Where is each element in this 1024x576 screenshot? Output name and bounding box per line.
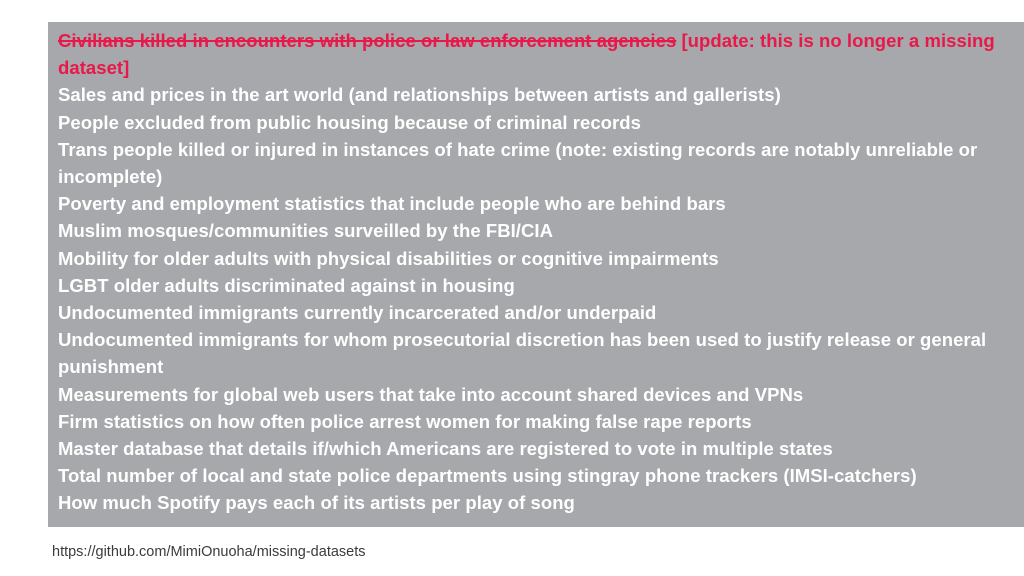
list-item: People excluded from public housing because of criminal records (58, 111, 641, 133)
missing-datasets-panel (48, 22, 1024, 527)
list-item: Total number of local and state police departments using stingray phone trackers (IMSI-catchers) (58, 465, 917, 487)
missing-datasets-list (58, 27, 1014, 517)
list-item: Trans people killed or injured in instances of hate crime (note: existing records are notably unreliable or incomplete) (58, 138, 978, 188)
list-item: LGBT older adults discriminated against in housing (58, 274, 515, 296)
list-item: Poverty and employment statistics that include people who are behind bars (58, 193, 726, 215)
list-item: Mobility for older adults with physical disabilities or cognitive impairments (58, 247, 719, 269)
list-item-updated (58, 27, 1014, 81)
list-item: Undocumented immigrants currently incarcerated and/or underpaid (58, 302, 657, 324)
list-item: Measurements for global web users that take into account shared devices and VPNs (58, 383, 804, 405)
list-item: Firm statistics on how often police arrest women for making false rape reports (58, 410, 752, 432)
list-item: Master database that details if/which Americans are registered to vote in multiple states (58, 438, 833, 460)
list-item: Muslim mosques/communities surveilled by the FBI/CIA (58, 220, 554, 242)
struck-dataset-title: Civilians killed in encounters with police or law enforcement agencies (58, 30, 677, 51)
list-item: Sales and prices in the art world (and relationships between artists and gallerists) (58, 84, 781, 106)
source-url: https://github.com/MimiOnuoha/missing-datasets (52, 544, 366, 560)
list-item: Undocumented immigrants for whom prosecutorial discretion has been used to justify release or general punishment (58, 329, 987, 378)
update-note: [update: this is no longer a missing dataset] (58, 30, 995, 79)
list-item: How much Spotify pays each of its artists per play of song (58, 492, 575, 514)
